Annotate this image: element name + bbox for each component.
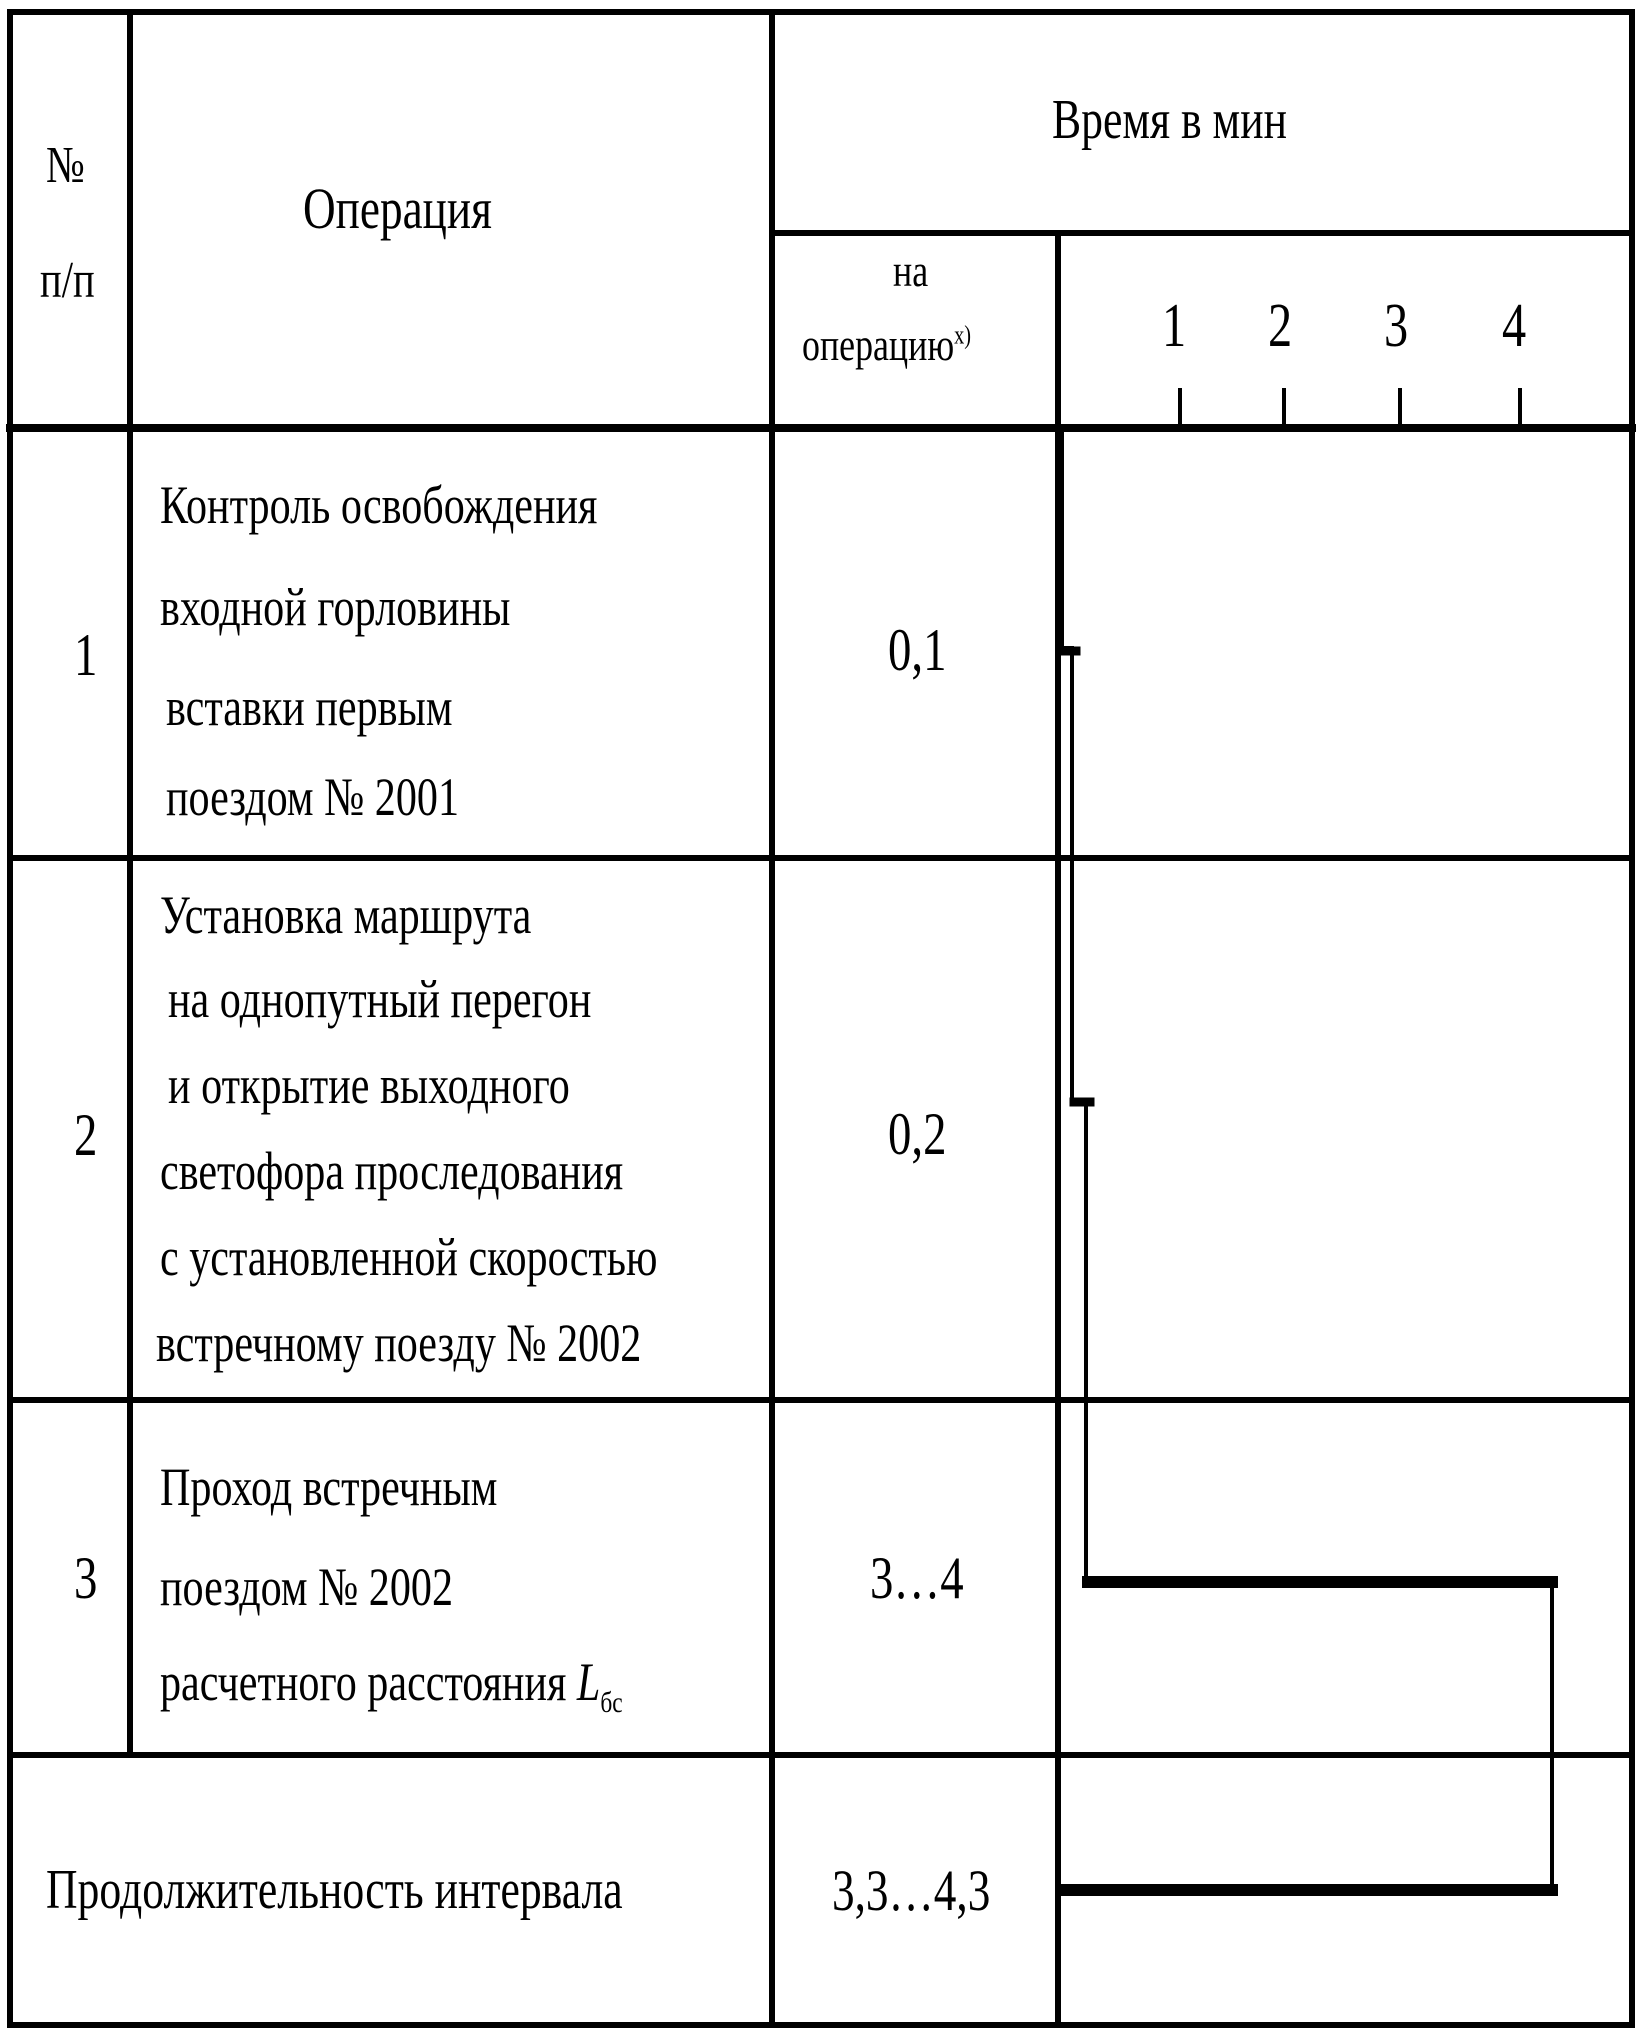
header-per-op-sup: x) xyxy=(954,320,972,350)
row-2-line-6: встречному поезду № 2002 xyxy=(156,1313,642,1373)
scale-label-1: 1 xyxy=(1162,292,1187,360)
scale-label-4: 4 xyxy=(1502,292,1527,360)
header-time: Время в мин xyxy=(1052,89,1287,151)
row-2-time: 0,2 xyxy=(888,1101,947,1167)
header-num-abbr: п/п xyxy=(40,252,95,309)
row-1-line-3: вставки первым xyxy=(166,677,453,737)
total-label: Продолжительность интервала xyxy=(46,1859,623,1921)
header-num-symbol: № xyxy=(46,137,85,194)
row-2-line-4: светофора проследования xyxy=(160,1141,624,1201)
row-3-num: 3 xyxy=(74,1545,98,1611)
scale-label-2: 2 xyxy=(1268,292,1293,360)
row-2-line-5: с установленной скоростью xyxy=(160,1227,658,1287)
header-per-op-line2: операцию$^{x)}$ xyxy=(802,319,972,370)
header-operation: Операция xyxy=(303,176,492,241)
scale-label-3: 3 xyxy=(1384,292,1409,360)
row-1-line-2: входной горловины xyxy=(160,577,511,637)
row-1-time: 0,1 xyxy=(888,617,947,683)
gantt-outline xyxy=(1062,430,1552,1888)
header-per-op-line1: на xyxy=(893,245,929,296)
distance-symbol: L xyxy=(576,1652,601,1712)
row-2-line-2: на однопутный перегон xyxy=(168,969,592,1029)
row-2-num: 2 xyxy=(74,1102,98,1168)
total-time: 3,3…4,3 xyxy=(832,1858,991,1923)
row-3-time: 3…4 xyxy=(870,1545,964,1611)
row-1-line-1: Контроль освобождения xyxy=(160,475,598,535)
row-2-line-1: Установка маршрута xyxy=(160,885,532,945)
row-2-line-3: и открытие выходного xyxy=(168,1055,570,1115)
row-1-num: 1 xyxy=(74,622,98,688)
row-1-line-4: поездом № 2001 xyxy=(166,767,460,827)
row-3-line-2: поездом № 2002 xyxy=(160,1557,454,1617)
row-3-line-1: Проход встречным xyxy=(160,1457,498,1517)
distance-subscript: бс xyxy=(600,1685,623,1719)
row-3-line-3: расчетного расстояния $L_{бс}$ xyxy=(160,1652,623,1719)
